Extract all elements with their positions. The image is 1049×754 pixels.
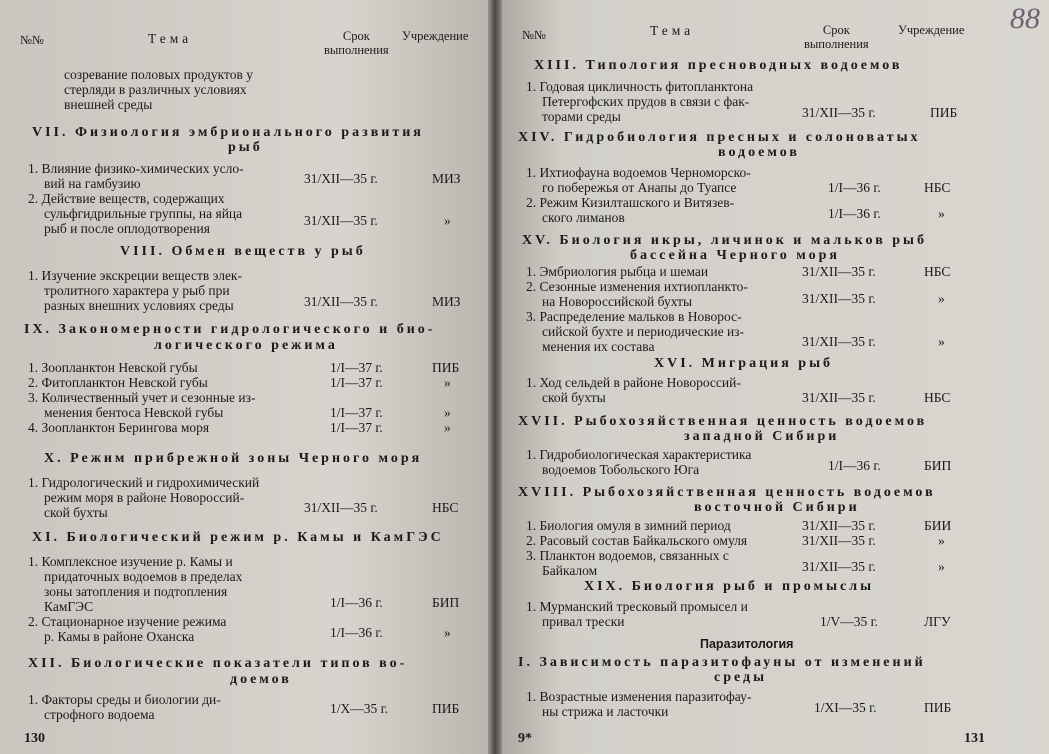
entry-text: менения бентоса Невской губы xyxy=(44,405,224,420)
institution-cell: ПИБ xyxy=(930,105,958,120)
entry-text: среды xyxy=(714,670,768,685)
entry-text: торами среды xyxy=(542,109,621,124)
entry-text: 2. Действие веществ, содержащих xyxy=(28,191,225,206)
term-cell: 1/I—37 г. xyxy=(330,405,383,420)
section-heading: XV. Биология икры, личинок и мальков рыб xyxy=(522,233,927,248)
entry-text: внешней среды xyxy=(64,97,153,112)
left-page xyxy=(0,0,492,754)
entry-text: го побережья от Анапы до Туапсе xyxy=(542,180,737,195)
entry-text: ской бухты xyxy=(542,390,606,405)
page-number: 131 xyxy=(964,731,985,746)
term-cell: 31/XII—35 г. xyxy=(802,291,876,306)
entry-text: 1. Ход сельдей в районе Новороссий- xyxy=(526,375,741,390)
entry-text: тролитного характера у рыб при xyxy=(44,283,230,298)
institution-cell: » xyxy=(444,375,451,390)
institution-cell: НБС xyxy=(924,264,951,279)
entry-text: сийской бухте и периодические из- xyxy=(542,324,744,339)
institution-cell: БИИ xyxy=(924,518,952,533)
institution-cell: » xyxy=(938,334,945,349)
term-cell: 31/XII—35 г. xyxy=(304,213,378,228)
entry-text: придаточных водоемов в пределах xyxy=(44,569,243,584)
term-cell: 1/X—35 г. xyxy=(330,701,389,716)
entry-text: сульфгидрильные группы, на яйца xyxy=(44,206,243,221)
page-number: 130 xyxy=(24,731,45,746)
entry-text: 2. Фитопланктон Невской губы xyxy=(28,375,208,390)
column-header-inst: Учреждение xyxy=(898,23,965,37)
section-heading: IX. Закономерности гидрологического и био- xyxy=(24,322,436,337)
signature-mark: 9* xyxy=(518,731,532,746)
entry-text: 1. Комплексное изучение р. Камы и xyxy=(28,554,233,569)
entry-text: 2. Расовый состав Байкальского омуля xyxy=(526,533,748,548)
entry-text: 1. Изучение экскреции веществ элек- xyxy=(28,268,242,283)
institution-cell: ПИБ xyxy=(432,360,460,375)
institution-cell: НБС xyxy=(924,180,951,195)
institution-cell: БИП xyxy=(924,458,952,473)
institution-cell: » xyxy=(444,213,451,228)
column-header-inst: Учреждение xyxy=(402,29,469,43)
column-header-topic: Тема xyxy=(650,23,695,38)
term-cell: 1/V—35 г. xyxy=(820,614,879,629)
entry-text: 1. Гидробиологическая характеристика xyxy=(526,447,752,462)
entry-text: ны стрижа и ласточки xyxy=(542,704,669,719)
institution-cell: » xyxy=(938,291,945,306)
entry-text: 1. Эмбриология рыбца и шемаи xyxy=(526,264,709,279)
term-cell: 31/XII—35 г. xyxy=(802,518,876,533)
term-cell: 1/I—37 г. xyxy=(330,420,383,435)
column-header-topic: Тема xyxy=(148,31,193,46)
institution-cell: БИП xyxy=(432,595,460,610)
entry-text: 1. Зоопланктон Невской губы xyxy=(28,360,198,375)
entry-text: на Новороссийской бухты xyxy=(542,294,693,309)
entry-text: созревание половых продуктов у xyxy=(64,67,253,82)
term-cell: 31/XII—35 г. xyxy=(802,559,876,574)
section-heading: I. Зависимость паразитофауны от изменений xyxy=(518,655,926,670)
entry-text: 1. Влияние физико-химических усло- xyxy=(28,161,244,176)
institution-cell: » xyxy=(444,420,451,435)
entry-text: 1. Возрастные изменения паразитофау- xyxy=(526,689,752,704)
entry-text: 3. Планктон водоемов, связанных с xyxy=(526,548,729,563)
entry-text: Байкалом xyxy=(542,563,598,578)
term-cell: 31/XII—35 г. xyxy=(802,533,876,548)
column-header-num: №№ xyxy=(522,28,546,42)
section-heading: XVII. Рыбохозяйственная ценность водоемов xyxy=(518,414,928,429)
section-heading: XIX. Биология рыб и промыслы xyxy=(584,579,874,594)
entry-text: рыб и после оплодотворения xyxy=(44,221,210,236)
entry-text: строфного водоема xyxy=(44,707,155,722)
right-page xyxy=(498,0,1049,754)
term-cell: 31/XII—35 г. xyxy=(304,500,378,515)
entry-text: р. Камы в районе Оханска xyxy=(44,629,195,644)
institution-cell: НБС xyxy=(432,500,459,515)
entry-text: 1. Биология омуля в зимний период xyxy=(526,518,731,533)
section-heading: XVIII. Рыбохозяйственная ценность водоемов xyxy=(518,485,936,500)
institution-cell: ПИБ xyxy=(924,700,952,715)
column-header-term: Срок выполнения xyxy=(324,29,389,57)
entry-text: 1. Годовая цикличность фитопланктона xyxy=(526,79,754,94)
entry-text: Петергофских прудов в связи с фак- xyxy=(542,94,750,109)
term-cell: 1/I—36 г. xyxy=(828,458,881,473)
entry-text: доемов xyxy=(230,672,292,687)
term-cell: 1/I—36 г. xyxy=(330,595,383,610)
section-heading: XIV. Гидробиология пресных и солоноватых xyxy=(518,130,921,145)
section-heading: VIII. Обмен веществ у рыб xyxy=(120,244,366,259)
term-cell: 1/I—36 г. xyxy=(828,180,881,195)
section-heading: X. Режим прибрежной зоны Черного моря xyxy=(44,451,423,466)
entry-text: рыб xyxy=(228,140,263,155)
term-cell: 1/I—37 г. xyxy=(330,375,383,390)
entry-text: зоны затопления и подтопления xyxy=(44,584,228,599)
entry-text: западной Сибири xyxy=(684,429,840,444)
institution-cell: » xyxy=(938,206,945,221)
entry-text: ского лиманов xyxy=(542,210,625,225)
term-cell: 1/I—37 г. xyxy=(330,360,383,375)
entry-text: 1. Гидрологический и гидрохимический xyxy=(28,475,260,490)
entry-text: 1. Ихтиофауна водоемов Черноморско- xyxy=(526,165,751,180)
entry-text: бассейна Черного моря xyxy=(630,248,841,263)
entry-text: 1. Факторы среды и биологии ди- xyxy=(28,692,221,707)
entry-text: привал трески xyxy=(542,614,625,629)
column-header-term: Срок выполнения xyxy=(804,23,869,51)
entry-text: КамГЭС xyxy=(44,599,94,614)
entry-text: логического режима xyxy=(154,338,338,353)
institution-cell: НБС xyxy=(924,390,951,405)
term-cell: 31/XII—35 г. xyxy=(802,264,876,279)
section-heading: XVI. Миграция рыб xyxy=(654,356,834,371)
term-cell: 31/XII—35 г. xyxy=(304,294,378,309)
entry-text: стерляди в различных условиях xyxy=(64,82,247,97)
entry-text: восточной Сибири xyxy=(694,500,860,515)
section-heading: XIII. Типология пресноводных водоемов xyxy=(534,58,903,73)
entry-text: менения их состава xyxy=(542,339,655,354)
institution-cell: МИЗ xyxy=(432,171,461,186)
entry-text: вий на гамбузию xyxy=(44,176,141,191)
section-heading: Паразитология xyxy=(700,637,794,651)
term-cell: 31/XII—35 г. xyxy=(802,334,876,349)
entry-text: водоемов Тобольского Юга xyxy=(542,462,700,477)
entry-text: разных внешних условиях среды xyxy=(44,298,234,313)
section-heading: VII. Физиология эмбрионального развития xyxy=(32,125,424,140)
institution-cell: » xyxy=(444,405,451,420)
institution-cell: » xyxy=(938,533,945,548)
institution-cell: » xyxy=(938,559,945,574)
entry-text: 2. Режим Кизилташского и Витязев- xyxy=(526,195,735,210)
term-cell: 31/XII—35 г. xyxy=(802,105,876,120)
term-cell: 31/XII—35 г. xyxy=(802,390,876,405)
entry-text: 2. Сезонные изменения ихтиопланкто- xyxy=(526,279,748,294)
column-header-num: №№ xyxy=(20,33,44,47)
entry-text: 4. Зоопланктон Берингова моря xyxy=(28,420,210,435)
term-cell: 1/I—36 г. xyxy=(828,206,881,221)
institution-cell: ПИБ xyxy=(432,701,460,716)
section-heading: XI. Биологический режим р. Камы и КамГЭС xyxy=(32,530,444,545)
institution-cell: ЛГУ xyxy=(924,614,951,629)
institution-cell: » xyxy=(444,625,451,640)
entry-text: 2. Стационарное изучение режима xyxy=(28,614,227,629)
entry-text: режим моря в районе Новороссий- xyxy=(44,490,245,505)
entry-text: 3. Количественный учет и сезонные из- xyxy=(28,390,256,405)
term-cell: 31/XII—35 г. xyxy=(304,171,378,186)
term-cell: 1/I—36 г. xyxy=(330,625,383,640)
entry-text: водоемов xyxy=(718,145,800,160)
institution-cell: МИЗ xyxy=(432,294,461,309)
entry-text: 1. Мурманский тресковый промысел и xyxy=(526,599,748,614)
handwritten-mark: 88 xyxy=(1010,2,1040,35)
section-heading: XII. Биологические показатели типов во- xyxy=(28,656,408,671)
entry-text: ской бухты xyxy=(44,505,108,520)
entry-text: 3. Распределение мальков в Новорос- xyxy=(526,309,742,324)
book-gutter xyxy=(488,0,502,754)
term-cell: 1/XI—35 г. xyxy=(814,700,877,715)
